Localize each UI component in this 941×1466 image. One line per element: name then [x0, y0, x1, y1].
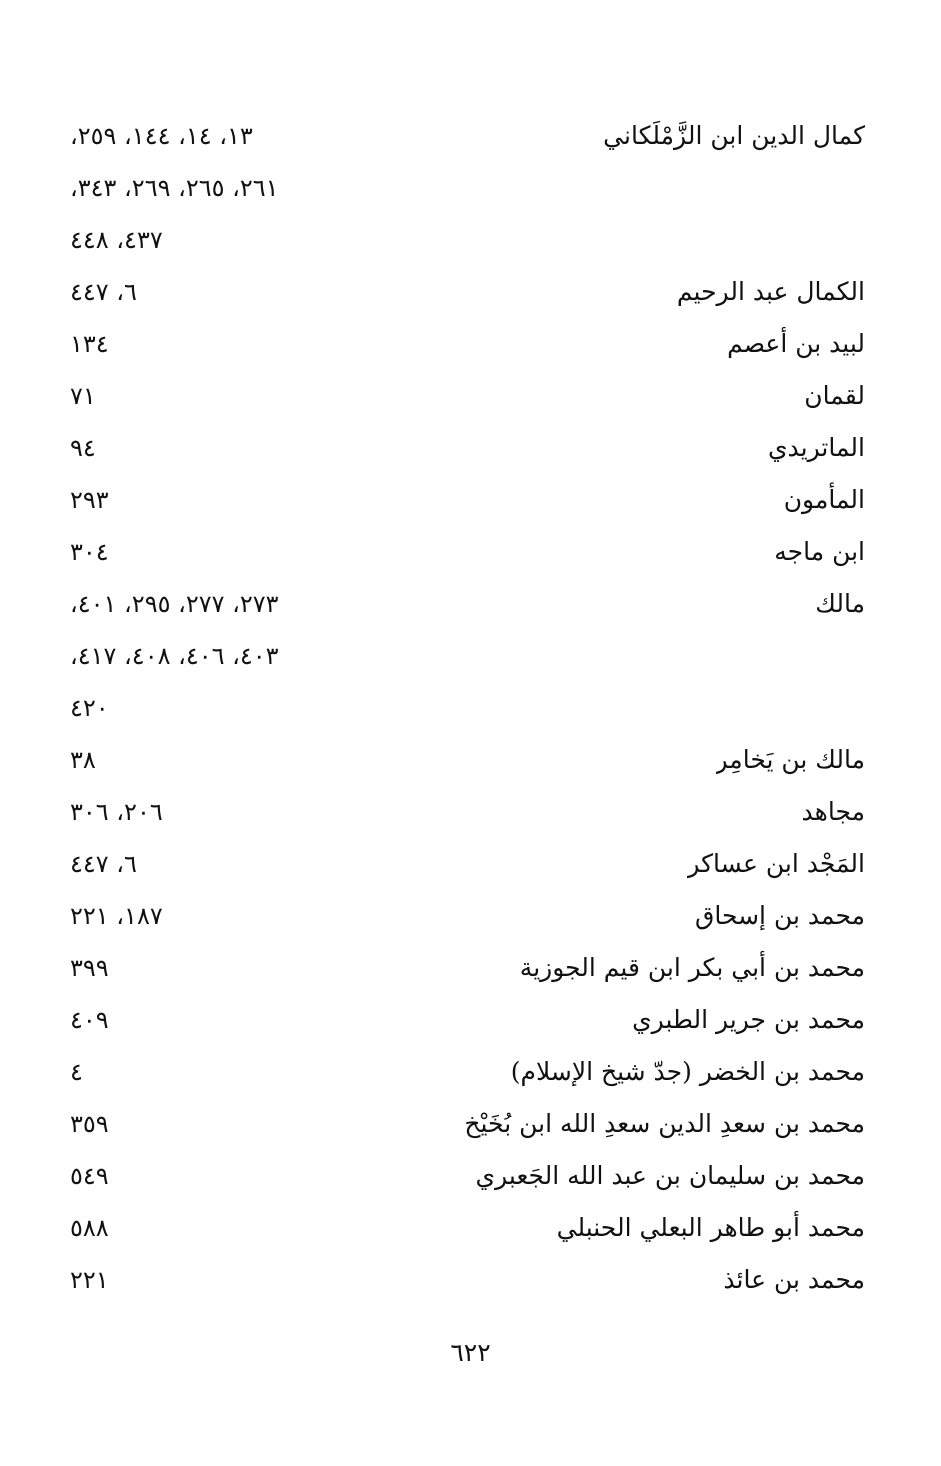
entry-name: مالك: [815, 589, 865, 618]
index-entry: [70, 786, 865, 838]
entry-name: الكمال عبد الرحيم: [676, 277, 865, 306]
index-entry: [70, 526, 865, 578]
index-entry: [70, 162, 865, 214]
index-entry: [70, 370, 865, 422]
entry-pages: ٣٩٩: [70, 954, 109, 982]
entry-name: الماتريدي: [767, 433, 865, 462]
index-entry: [70, 1254, 865, 1306]
entry-name: ابن ماجه: [774, 537, 865, 566]
index-entry: [70, 474, 865, 526]
entry-name: مجاهد: [801, 797, 865, 826]
entry-pages: ٦، ٤٤٧: [70, 850, 137, 878]
entry-pages: ١٣٤: [70, 330, 109, 358]
entry-pages: ١٨٧، ٢٢١: [70, 902, 163, 930]
index-entry: [70, 318, 865, 370]
entry-name: محمد بن الخضر (جدّ شيخ الإسلام): [510, 1057, 865, 1086]
entry-pages: ٤٣٧، ٤٤٨: [70, 226, 163, 254]
entry-pages: ٤٠٩: [70, 1006, 109, 1034]
entry-pages: ٤: [70, 1058, 83, 1086]
entry-pages: ٣٨: [70, 746, 96, 774]
entry-name: محمد بن إسحاق: [694, 901, 865, 930]
entry-pages: ٩٤: [70, 434, 96, 462]
index-entry: [70, 1098, 865, 1150]
entry-name: لبيد بن أعصم: [727, 329, 865, 358]
index-entry: [70, 266, 865, 318]
entry-name: محمد بن جرير الطبري: [632, 1005, 865, 1034]
entry-pages: ٤٢٠: [70, 694, 109, 722]
index-entry: [70, 422, 865, 474]
index-entries: [70, 110, 865, 1306]
index-entry: [70, 682, 865, 734]
entry-name: محمد بن سعدِ الدين سعدِ الله ابن بُخَيْخ: [464, 1109, 865, 1138]
index-entry: [70, 630, 865, 682]
entry-pages: ٣٠٤: [70, 538, 109, 566]
entry-pages: ٣٥٩: [70, 1110, 109, 1138]
entry-name: المَجْد ابن عساكر: [687, 849, 865, 878]
entry-name: محمد بن أبي بكر ابن قيم الجوزية: [519, 953, 865, 982]
entry-pages: ٢٠٦، ٣٠٦: [70, 798, 163, 826]
index-entry: [70, 942, 865, 994]
entry-pages: ٢٦١، ٢٦٥، ٢٦٩، ٣٤٣،: [70, 174, 279, 202]
index-entry: [70, 214, 865, 266]
index-entry: [70, 110, 865, 162]
entry-name: لقمان: [804, 381, 865, 410]
entry-name: محمد بن سليمان بن عبد الله الجَعبري: [475, 1161, 865, 1190]
index-entry: [70, 1150, 865, 1202]
entry-name: مالك بن يَخامِر: [715, 745, 865, 774]
index-entry: [70, 994, 865, 1046]
entry-name: محمد أبو طاهر البعلي الحنبلي: [556, 1213, 865, 1242]
index-entry: [70, 734, 865, 786]
entry-pages: ٧١: [70, 382, 96, 410]
entry-pages: ٢٢١: [70, 1266, 109, 1294]
entry-pages: ٢٩٣: [70, 486, 109, 514]
entry-pages: ١٣، ١٤، ١٤٤، ٢٥٩،: [70, 122, 253, 150]
entry-pages: ٤٠٣، ٤٠٦، ٤٠٨، ٤١٧،: [70, 642, 279, 670]
index-entry: [70, 1202, 865, 1254]
index-entry: [70, 838, 865, 890]
entry-pages: ٦، ٤٤٧: [70, 278, 137, 306]
index-entry: [70, 890, 865, 942]
entry-name: كمال الدين ابن الزَّمْلَكاني: [603, 121, 865, 150]
entry-pages: ٥٨٨: [70, 1214, 109, 1242]
entry-pages: ٢٧٣، ٢٧٧، ٢٩٥، ٤٠١،: [70, 590, 279, 618]
index-entry: [70, 578, 865, 630]
page-number: ٦٢٢: [450, 1338, 491, 1367]
entry-pages: ٥٤٩: [70, 1162, 109, 1190]
entry-name: محمد بن عائذ: [723, 1265, 865, 1294]
index-entry: [70, 1046, 865, 1098]
entry-name: المأمون: [783, 485, 865, 514]
